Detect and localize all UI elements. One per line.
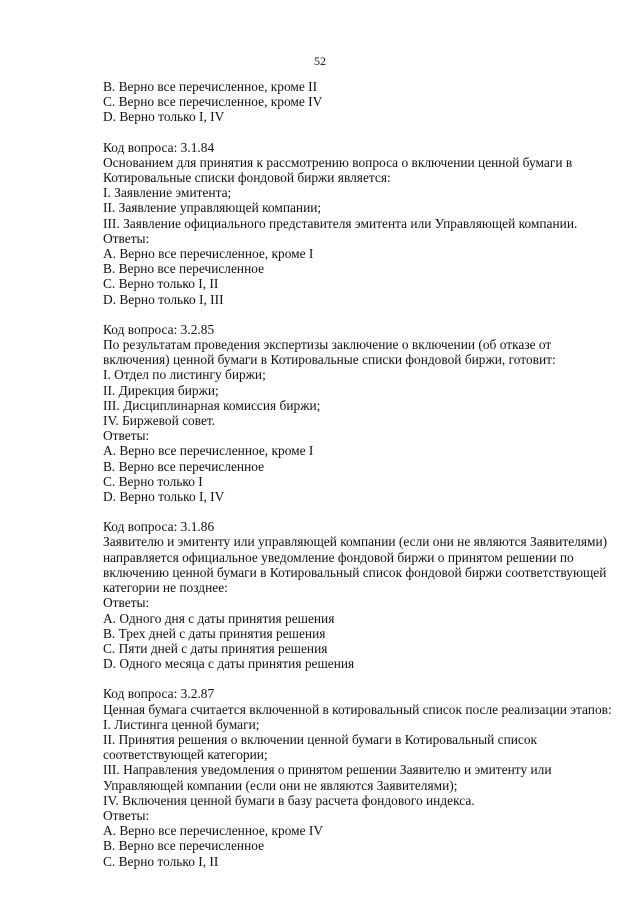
question-code: Код вопроса: 3.2.85: [103, 321, 215, 337]
question-text-line: Ценная бумага считается включенной в котировальный список после реализации этапов:: [103, 701, 612, 717]
page-content: [103, 79, 612, 869]
question-text-line: направляется официальное уведомление фондовой биржи о принятом решении по: [103, 549, 574, 565]
question-code: Код вопроса: 3.1.86: [103, 519, 215, 535]
question-text-line: II. Дирекция биржи;: [103, 382, 219, 398]
answer-option: D. Верно только I, III: [103, 291, 224, 307]
question-text-line: категории не позднее:: [103, 580, 228, 596]
answers-label: Ответы:: [103, 230, 150, 246]
question-block: [103, 140, 603, 307]
question-code: Код вопроса: 3.1.84: [103, 139, 215, 155]
question-text-line: Котировальные списки фондовой биржи является:: [103, 170, 391, 186]
answer-option: A. Верно все перечисленное, кроме I: [103, 443, 314, 459]
page-number: 52: [314, 54, 326, 68]
question-text-line: соответствующей категории;: [103, 747, 268, 763]
answers-label: Ответы:: [103, 595, 150, 611]
question-block: [103, 519, 608, 672]
answer-option: B. Верно все перечисленное: [103, 458, 265, 474]
question-code: Код вопроса: 3.2.87: [103, 686, 215, 702]
answers-label: Ответы:: [103, 428, 150, 444]
question-text-line: I. Заявление эмитента;: [103, 185, 232, 201]
question-text-line: включения) ценной бумаги в Котировальные списки фондовой биржи, готовит:: [103, 352, 556, 368]
question-text-line: Управляющей компании (если они не являются Заявителями);: [103, 777, 458, 793]
answer-option: B. Трех дней с даты принятия решения: [103, 625, 326, 641]
question-text-line: IV. Включения ценной бумаги в базу расчета фондового индекса.: [103, 792, 475, 808]
question-text-line: III. Заявление официального представителя эмитента или Управляющей компании.: [103, 215, 578, 231]
question-text-line: III. Дисциплинарная комиссия биржи;: [103, 397, 321, 413]
question-text-line: Заявителю и эмитенту или управляющей компании (если они не являются Заявителями): [103, 534, 608, 550]
answer-option: C. Верно все перечисленное, кроме IV: [103, 94, 323, 110]
question-text-line: II. Заявление управляющей компании;: [103, 200, 322, 216]
answer-option: B. Верно все перечисленное: [103, 261, 265, 277]
question-text-line: IV. Биржевой совет.: [103, 413, 216, 429]
question-text-line: III. Направления уведомления о принятом решении Заявителю и эмитенту или: [103, 762, 552, 778]
question-text-line: Основанием для принятия к рассмотрению вопроса о включении ценной бумаги в: [103, 154, 573, 170]
answer-option: C. Верно только I, II: [103, 276, 219, 292]
question-text-line: включению ценной бумаги в Котировальный список фондовой биржи соответствующей: [103, 564, 607, 580]
answer-option: C. Пяти дней с даты принятия решения: [103, 640, 328, 656]
answer-option: D. Верно только I, IV: [103, 489, 225, 505]
lead-answers-block: [103, 79, 603, 125]
answer-option: D. Верно только I, IV: [103, 109, 225, 125]
question-text-line: По результатам проведения экспертизы заключение о включении (об отказе от: [103, 337, 552, 353]
answer-option: A. Верно все перечисленное, кроме IV: [103, 823, 324, 839]
answer-option: B. Верно все перечисленное: [103, 838, 265, 854]
question-block: [103, 322, 603, 504]
answer-option: A. Одного дня с даты принятия решения: [103, 610, 335, 626]
answer-option: B. Верно все перечисленное, кроме II: [103, 79, 318, 94]
answers-label: Ответы:: [103, 807, 150, 823]
answer-option: D. Одного месяца с даты принятия решения: [103, 656, 355, 672]
question-text-line: I. Листинга ценной бумаги;: [103, 716, 260, 732]
answer-option: C. Верно только I: [103, 473, 203, 489]
question-text-line: I. Отдел по листингу биржи;: [103, 367, 266, 383]
question-text-line: II. Принятия решения о включении ценной бумаги в Котировальный список: [103, 731, 538, 747]
question-block: [103, 686, 612, 869]
answer-option: A. Верно все перечисленное, кроме I: [103, 246, 314, 262]
answer-option: C. Верно только I, II: [103, 853, 219, 869]
